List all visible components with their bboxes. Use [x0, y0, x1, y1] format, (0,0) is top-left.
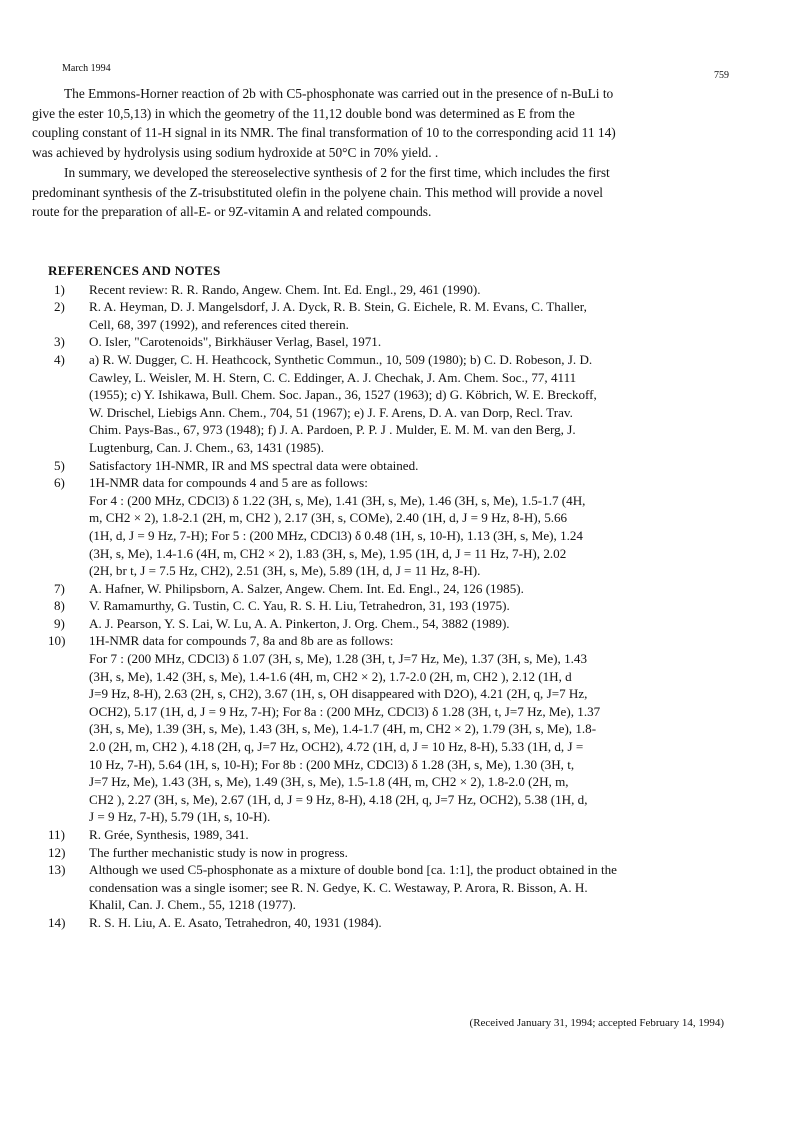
reference-item — [48, 281, 748, 299]
p2-line-1: In summary, we developed the stereoselective synthesis of 2 for the first time, which includes the first — [64, 165, 610, 180]
reference-line: m, CH2 × 2), 1.8-2.1 (2H, m, CH2 ), 2.17 (3H, s, COMe), 2.40 (1H, d, J = 9 Hz, 8-H), 5.66 — [89, 510, 568, 526]
reference-number: 2) — [54, 299, 65, 315]
reference-number: 1) — [54, 281, 65, 297]
paragraph-1 — [32, 84, 748, 162]
reference-line: The further mechanistic study is now in progress. — [89, 844, 348, 860]
reference-line: 1H-NMR data for compounds 4 and 5 are as follows: — [89, 475, 368, 491]
references-list — [48, 281, 748, 932]
reference-number: 5) — [54, 457, 65, 473]
reference-number: 9) — [54, 615, 65, 631]
reference-item — [48, 580, 748, 598]
reference-text — [89, 580, 748, 598]
reference-line: 2.0 (2H, m, CH2 ), 4.18 (2H, q, J=7 Hz, OCH2), 4.72 (1H, d, J = 10 Hz, 8-H), 5.33 (1H, d, J = — [89, 739, 584, 755]
reference-text — [89, 351, 748, 457]
reference-number: 7) — [54, 580, 65, 596]
reference-text — [89, 615, 748, 633]
reference-number: 6) — [54, 475, 65, 491]
reference-line: J=9 Hz, 8-H), 2.63 (2H, s, CH2), 3.67 (1H, s, OH disappeared with D2O), 4.21 (2H, q, J=7 Hz, — [89, 686, 588, 702]
reference-text — [89, 632, 748, 826]
reference-line: 10 Hz, 7-H), 5.64 (1H, s, 10-H); For 8b : (200 MHz, CDCl3) δ 1.28 (3H, s, Me), 1.30 (3H, t, — [89, 756, 575, 772]
reference-number: 11) — [48, 827, 65, 842]
reference-item — [48, 615, 748, 633]
reference-line: R. S. H. Liu, A. E. Asato, Tetrahedron, 40, 1931 (1984). — [89, 914, 382, 930]
reference-line: (3H, s, Me), 1.39 (3H, s, Me), 1.43 (3H, s, Me), 1.4-1.7 (4H, m, CH2 × 2), 1.79 (3H, s, Me), 1.8- — [89, 721, 597, 737]
reference-line: R. Grée, Synthesis, 1989, 341. — [89, 827, 249, 842]
reference-line: (1H, d, J = 9 Hz, 7-H); For 5 : (200 MHz, CDCl3) δ 0.48 (1H, s, 10-H), 1.13 (3H, s, Me), 1.24 — [89, 527, 583, 543]
reference-line: J=7 Hz, Me), 1.43 (3H, s, Me), 1.49 (3H, s, Me), 1.5-1.8 (4H, m, CH2 × 2), 1.8-2.0 (2H, m, — [89, 774, 569, 790]
reference-item — [48, 861, 748, 914]
reference-item — [48, 333, 748, 351]
reference-line: V. Ramamurthy, G. Tustin, C. C. Yau, R. S. H. Liu, Tetrahedron, 31, 193 (1975). — [89, 598, 510, 614]
reference-text — [89, 844, 748, 862]
reference-line: Lugtenburg, Can. J. Chem., 63, 1431 (1985). — [89, 439, 325, 455]
p2-line-2: predominant synthesis of the Z-trisubstituted olefin in the polyene chain. This method will provide a novel — [32, 184, 603, 200]
paragraph-2 — [32, 163, 748, 222]
references-heading: REFERENCES AND NOTES — [48, 263, 221, 278]
reference-line: OCH2), 5.17 (1H, d, J = 9 Hz, 7-H); For 8a : (200 MHz, CDCl3) δ 1.28 (3H, t, J=7 Hz, Me), 1.37 — [89, 703, 601, 719]
reference-line: 1H-NMR data for compounds 7, 8a and 8b are as follows: — [89, 633, 394, 649]
references-section — [48, 262, 748, 932]
reference-line: W. Drischel, Liebigs Ann. Chem., 704, 51 (1967); e) J. F. Arens, D. A. van Dorp, Recl. Trav. — [89, 404, 573, 420]
reference-text — [89, 298, 748, 333]
p1-line-4: was achieved by hydrolysis using sodium hydroxide at 50°C in 70% yield. . — [32, 144, 439, 160]
reference-number: 14) — [48, 914, 66, 930]
reference-item — [48, 826, 748, 844]
p1-line-1: The Emmons-Horner reaction of 2b with C5-phosphonate was carried out in the presence of n-BuLi to — [64, 86, 614, 101]
reference-text — [89, 333, 748, 351]
reference-number: 3) — [54, 334, 65, 350]
reference-line: Cawley, L. Weisler, M. H. Stern, C. C. Eddinger, A. J. Chechak, J. Am. Chem. Soc., 77, 4111 — [89, 369, 577, 385]
reference-line: R. A. Heyman, D. J. Mangelsdorf, J. A. Dyck, R. B. Stein, G. Eichele, R. M. Evans, C. Thaller, — [89, 299, 587, 315]
reference-line: (3H, s, Me), 1.4-1.6 (4H, m, CH2 × 2), 1.83 (3H, s, Me), 1.95 (1H, d, J = 11 Hz, 7-H), 2.02 — [89, 545, 567, 561]
reference-item — [48, 298, 748, 333]
reference-line: Chim. Pays-Bas., 67, 973 (1948); f) J. A. Pardoen, P. P. J . Mulder, E. M. M. van den Berg, J. — [89, 422, 576, 438]
reference-line: For 4 : (200 MHz, CDCl3) δ 1.22 (3H, s, Me), 1.41 (3H, s, Me), 1.46 (3H, s, Me), 1.5-1.7 (4H, — [89, 492, 586, 508]
received-date-note: (Received January 31, 1994; accepted February 14, 1994) — [469, 1017, 724, 1029]
body-text — [32, 84, 748, 222]
reference-text — [89, 914, 748, 932]
reference-number: 4) — [54, 351, 65, 367]
p1-line-2: give the ester 10,5,13) in which the geometry of the 11,12 double bond was determined as E from the — [32, 105, 575, 121]
reference-line: (3H, s, Me), 1.42 (3H, s, Me), 1.4-1.6 (4H, m, CH2 × 2), 1.7-2.0 (2H, m, CH2 ), 2.12 (1H, d — [89, 668, 572, 684]
reference-item — [48, 457, 748, 475]
reference-line: Satisfactory 1H-NMR, IR and MS spectral data were obtained. — [89, 457, 419, 473]
reference-number: 12) — [48, 844, 66, 860]
reference-line: For 7 : (200 MHz, CDCl3) δ 1.07 (3H, s, Me), 1.28 (3H, t, J=7 Hz, Me), 1.37 (3H, s, Me), 1.43 — [89, 651, 587, 667]
reference-text — [89, 457, 748, 475]
reference-item — [48, 632, 748, 826]
reference-line: Recent review: R. R. Rando, Angew. Chem. Int. Ed. Engl., 29, 461 (1990). — [89, 281, 481, 297]
reference-text — [89, 597, 748, 615]
reference-line: Cell, 68, 397 (1992), and references cited therein. — [89, 316, 349, 332]
reference-number: 10) — [48, 633, 66, 649]
reference-line: J = 9 Hz, 7-H), 5.79 (1H, s, 10-H). — [89, 809, 271, 825]
reference-number: 8) — [54, 598, 65, 614]
reference-line: O. Isler, "Carotenoids", Birkhäuser Verlag, Basel, 1971. — [89, 334, 382, 350]
reference-text — [89, 826, 748, 844]
reference-line: A. Hafner, W. Philipsborn, A. Salzer, Angew. Chem. Int. Ed. Engl., 24, 126 (1985). — [89, 580, 524, 596]
reference-item — [48, 844, 748, 862]
reference-line: a) R. W. Dugger, C. H. Heathcock, Synthetic Commun., 10, 509 (1980); b) C. D. Robeson, J. D. — [89, 351, 593, 367]
reference-text — [89, 281, 748, 299]
p2-line-3: route for the preparation of all-E- or 9Z-vitamin A and related compounds. — [32, 204, 432, 219]
header-date: March 1994 — [62, 63, 111, 74]
reference-line: CH2 ), 2.27 (3H, s, Me), 2.67 (1H, d, J = 9 Hz, 8-H), 4.18 (2H, q, J=7 Hz, OCH2), 5.38 (1H, d, — [89, 791, 588, 807]
reference-item — [48, 351, 748, 457]
reference-item — [48, 597, 748, 615]
reference-text — [89, 861, 748, 914]
reference-item — [48, 914, 748, 932]
reference-line: (2H, br t, J = 7.5 Hz, CH2), 2.51 (3H, s, Me), 5.89 (1H, d, J = 11 Hz, 8-H). — [89, 563, 481, 579]
reference-line: condensation was a single isomer; see R. N. Gedye, K. C. Westaway, P. Arora, R. Bisson, A. H. — [89, 879, 588, 895]
reference-number: 13) — [48, 862, 66, 878]
page-number: 759 — [714, 70, 729, 81]
reference-text — [89, 474, 748, 580]
reference-line: Khalil, Can. J. Chem., 55, 1218 (1977). — [89, 897, 296, 913]
reference-line: A. J. Pearson, Y. S. Lai, W. Lu, A. A. Pinkerton, J. Org. Chem., 54, 3882 (1989). — [89, 615, 510, 631]
reference-line: Although we used C5-phosphonate as a mixture of double bond [ca. 1:1], the product obtained in the — [89, 862, 617, 878]
reference-item — [48, 474, 748, 580]
reference-line: (1955); c) Y. Ishikawa, Bull. Chem. Soc. Japan., 36, 1527 (1963); d) G. Köbrich, W. E. Breckoff, — [89, 387, 597, 403]
p1-line-3: coupling constant of 11-H signal in its NMR. The final transformation of 10 to the corresponding acid 11 14) — [32, 125, 616, 140]
